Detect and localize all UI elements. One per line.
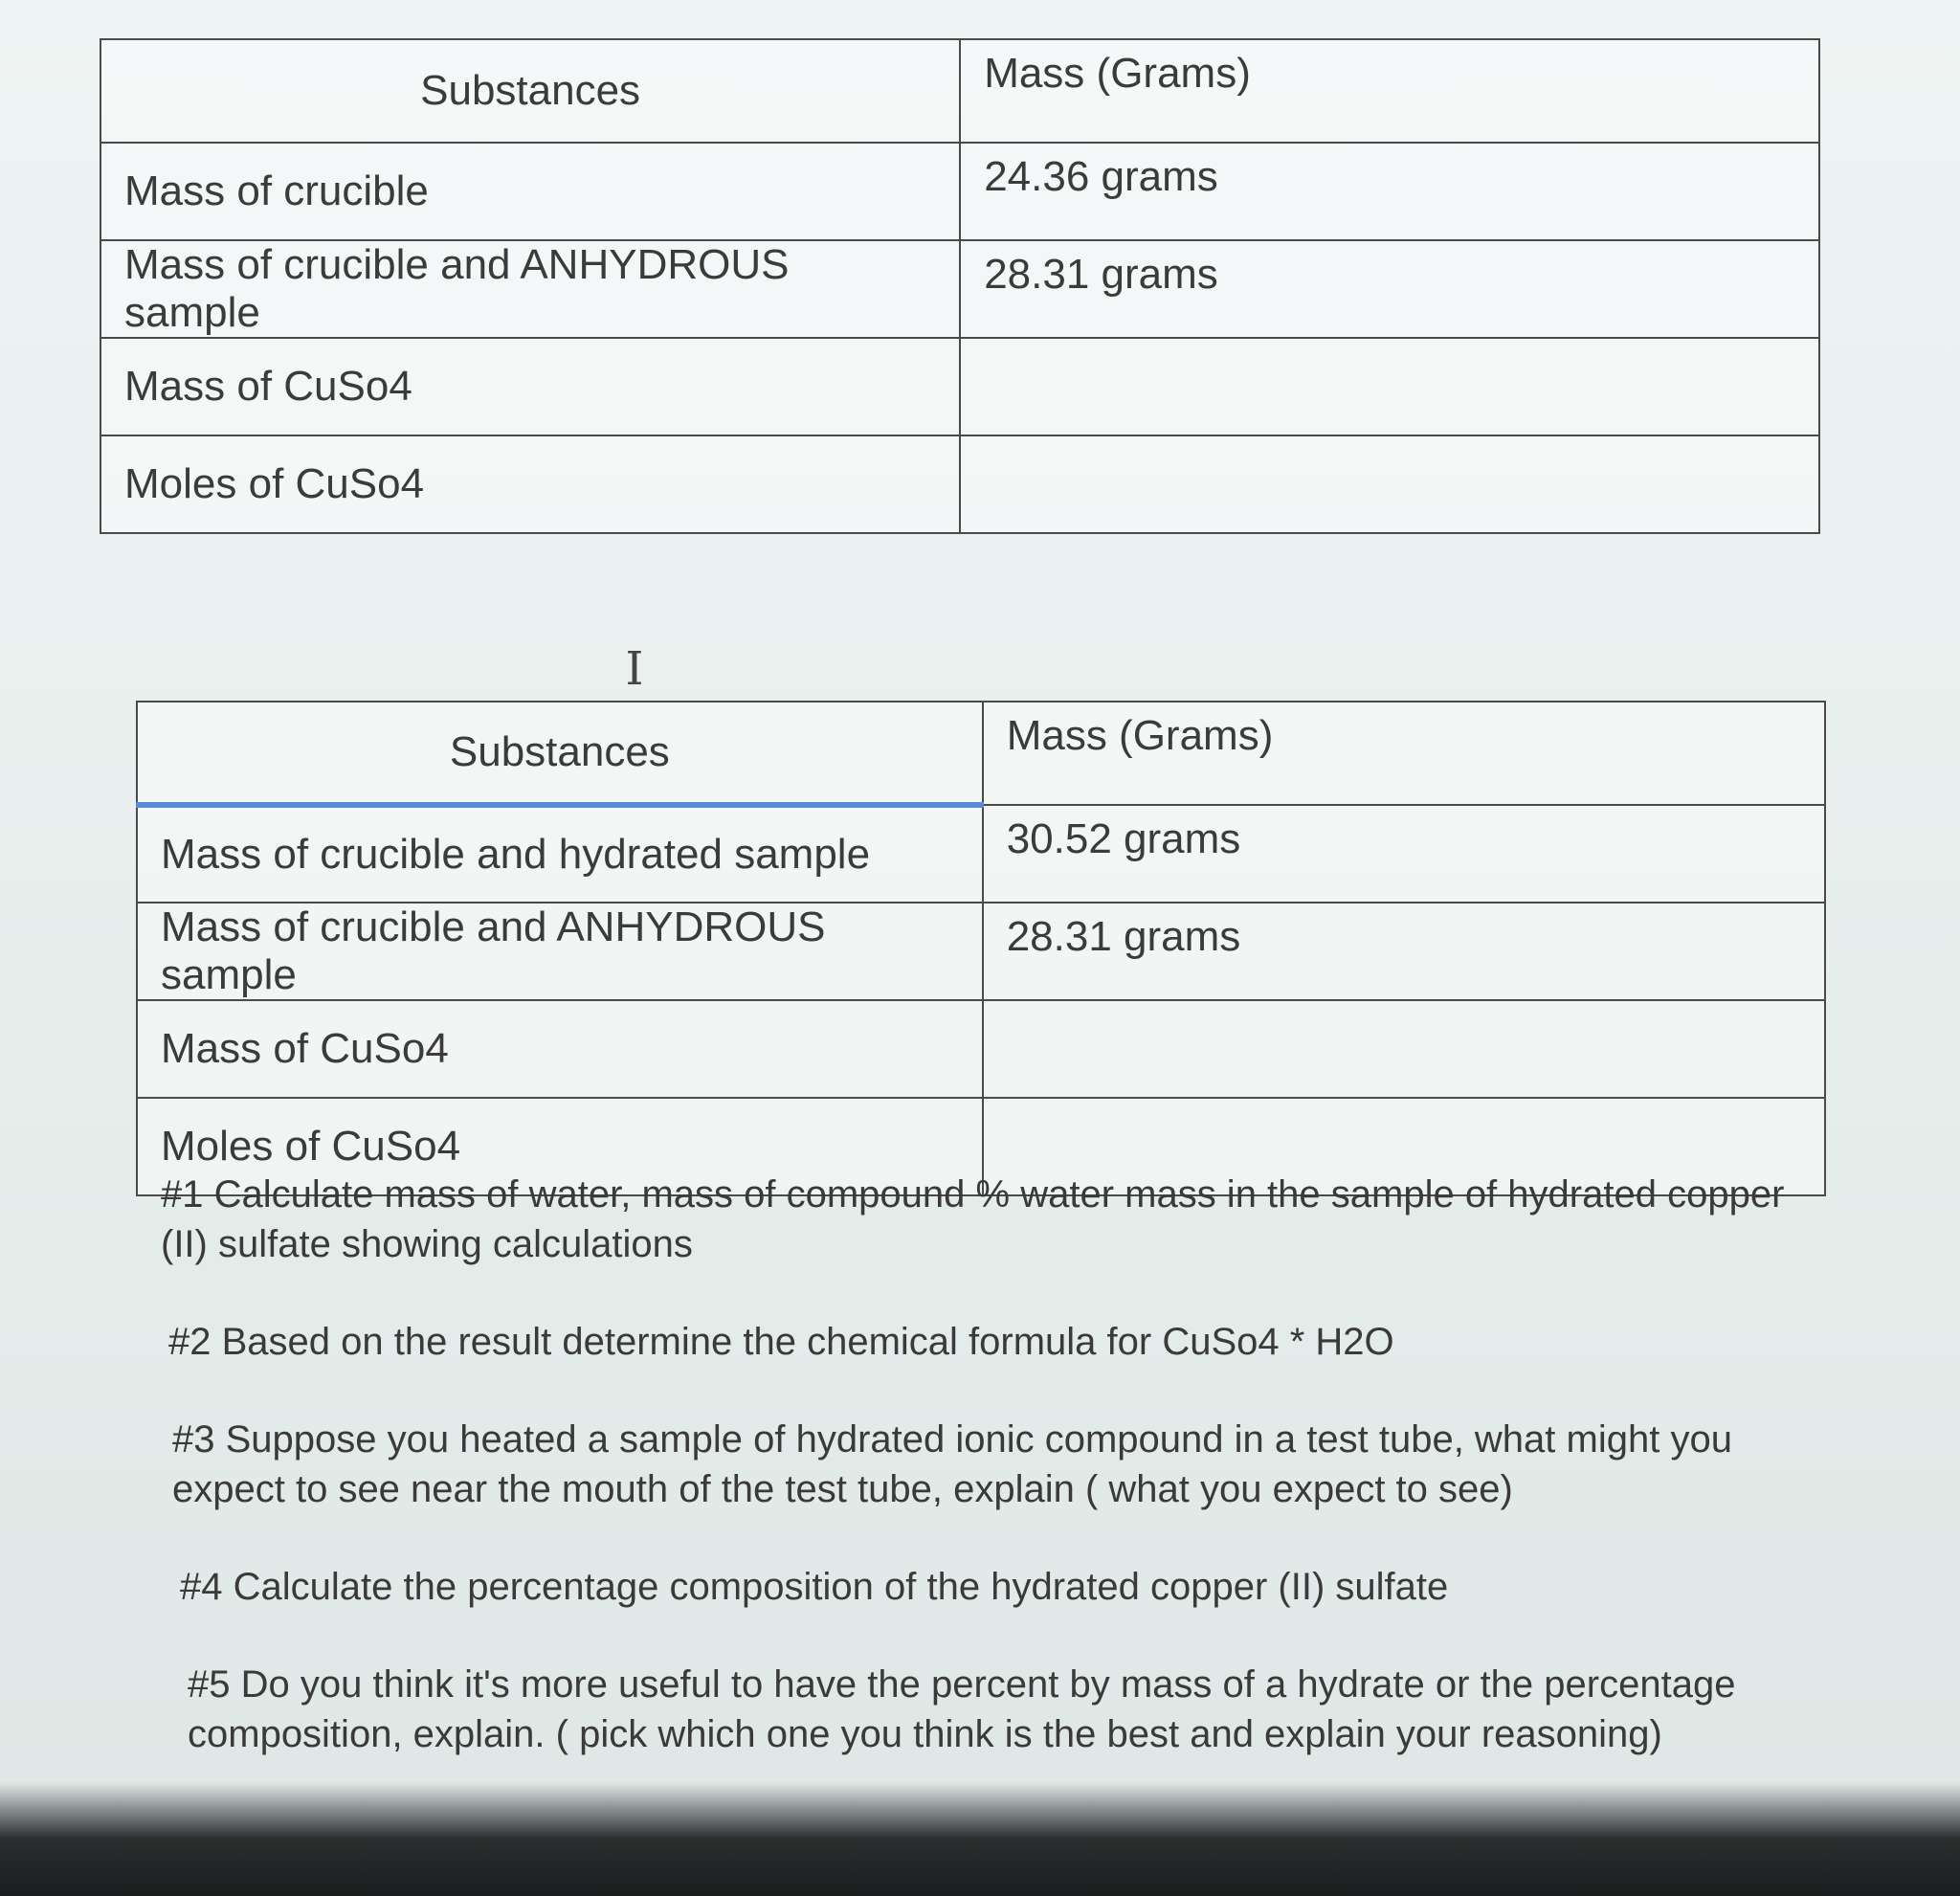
mass-cell[interactable]: 28.31 grams — [983, 903, 1825, 1000]
mass-cell[interactable]: 28.31 grams — [960, 240, 1819, 338]
mass-cell[interactable] — [983, 1000, 1825, 1098]
question-1: #1 Calculate mass of water, mass of compound % water mass in the sample of hydrated copper (II) sulfate showing calculations — [161, 1173, 1785, 1265]
mass-table-2 — [136, 701, 1826, 1196]
mass-cell[interactable]: 24.36 grams — [960, 143, 1819, 240]
table-row — [100, 435, 1819, 533]
question-2: #2 Based on the result determine the chemical formula for CuSo4 * H2O — [168, 1321, 1394, 1363]
text-cursor-icon: I — [625, 642, 644, 696]
table-row — [100, 240, 1819, 338]
mass-cell[interactable] — [960, 435, 1819, 533]
header-mass[interactable]: Mass (Grams) — [960, 39, 1819, 143]
substance-cell[interactable]: Mass of crucible and ANHYDROUS sample — [100, 240, 960, 338]
table-row — [100, 338, 1819, 435]
question-list — [161, 1170, 1788, 1807]
mass-table-1 — [100, 38, 1820, 534]
table-row — [137, 1000, 1825, 1098]
question-3: #3 Suppose you heated a sample of hydrated ionic compound in a test tube, what might you expect to see near the mouth of the test tube, explain ( what you expect to see) — [172, 1418, 1732, 1510]
substance-cell[interactable]: Moles of CuSo4 — [100, 435, 960, 533]
question-5: #5 Do you think it's more useful to have the percent by mass of a hydrate or the percentage composition, explain. ( pick which one you think is the best and explain your reasoning) — [188, 1663, 1736, 1755]
question-4: #4 Calculate the percentage composition of the hydrated copper (II) sulfate — [180, 1566, 1449, 1608]
substance-cell[interactable]: Mass of CuSo4 — [100, 338, 960, 435]
substance-cell[interactable]: Mass of crucible and hydrated sample — [137, 805, 983, 903]
header-substances[interactable]: Substances — [100, 39, 960, 143]
substance-cell[interactable]: Moles of CuSo4 — [137, 1098, 983, 1195]
table-header-row — [100, 39, 1819, 143]
header-substances[interactable]: Substances — [137, 702, 983, 805]
table-header-row — [137, 702, 1825, 805]
substance-cell[interactable]: Mass of CuSo4 — [137, 1000, 983, 1098]
table-row — [137, 903, 1825, 1000]
header-mass[interactable]: Mass (Grams) — [983, 702, 1825, 805]
substance-cell[interactable]: Mass of crucible — [100, 143, 960, 240]
mass-cell[interactable] — [960, 338, 1819, 435]
substance-cell[interactable]: Mass of crucible and ANHYDROUS sample — [137, 903, 983, 1000]
table-row — [100, 143, 1819, 240]
table-row — [137, 805, 1825, 903]
mass-cell[interactable]: 30.52 grams — [983, 805, 1825, 903]
